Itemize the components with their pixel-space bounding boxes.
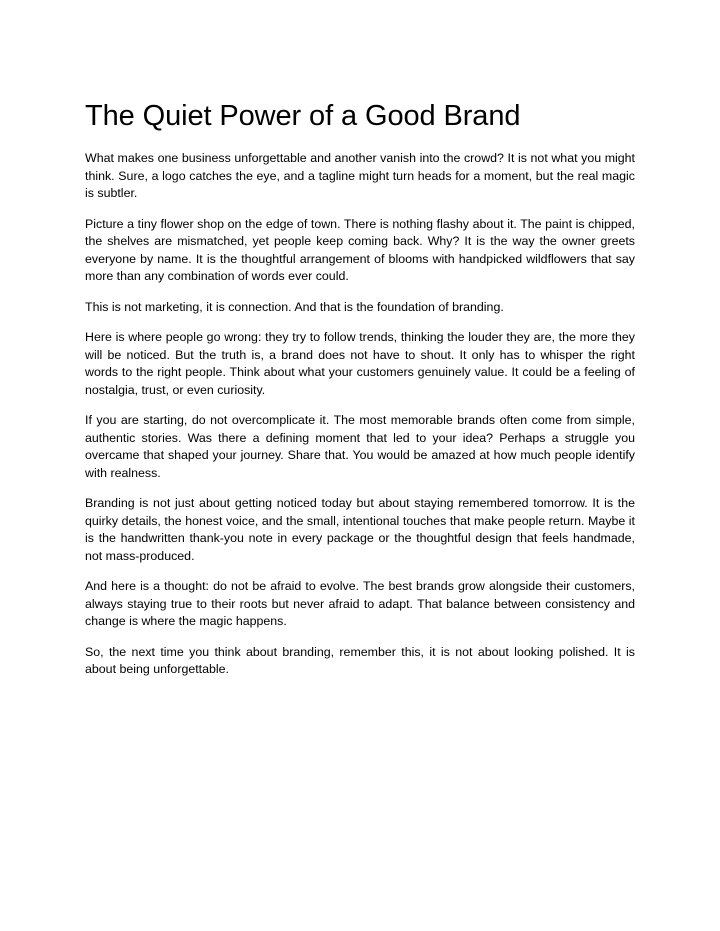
- paragraph-8: So, the next time you think about branding, remember this, it is not about looking polished. It is about being unforgettable.: [85, 644, 635, 676]
- paragraph-6: Branding is not just about getting noticed today but about staying remembered tomorrow. It is the quirky details, the honest voice, and the small, intentional touches that make people return. Maybe it is the handwritten thank-you note in every package or the thoughtful design that feels handmade, not mass-produced.: [85, 496, 635, 563]
- paragraph-2: Picture a tiny flower shop on the edge of town. There is nothing flashy about it. The paint is chipped, the shelves are mismatched, yet people keep coming back. Why? It is the way the owner greets everyone by name. It is the thoughtful arrangement of blooms with handpicked wildflowers that say more than any combination of words ever could.: [85, 216, 635, 283]
- paragraph-4: Here is where people go wrong: they try to follow trends, thinking the louder they are, the more they will be noticed. But the truth is, a brand does not have to shout. It only has to whisper the right words to the right people. Think about what your customers genuinely value. It could be a feeling of nostalgia, trust, or even curiosity.: [85, 330, 635, 397]
- paragraph-5: If you are starting, do not overcomplicate it. The most memorable brands often come from simple, authentic stories. Was there a defining moment that led to your idea? Perhaps a struggle you overcame that shaped your journey. Share that. You would be amazed at how much people identify with realness.: [85, 413, 635, 480]
- paragraph-3: This is not marketing, it is connection. And that is the foundation of branding.: [85, 299, 504, 314]
- paragraph-7: And here is a thought: do not be afraid to evolve. The best brands grow alongside their customers, always staying true to their roots but never afraid to adapt. That balance between consistency and change is where the magic happens.: [85, 579, 635, 628]
- document-page: [85, 96, 635, 692]
- paragraph-1: What makes one business unforgettable and another vanish into the crowd? It is not what you might think. Sure, a logo catches the eye, and a tagline might turn heads for a moment, but the real magic is subtler.: [85, 151, 635, 200]
- document-title: The Quiet Power of a Good Brand: [85, 100, 521, 132]
